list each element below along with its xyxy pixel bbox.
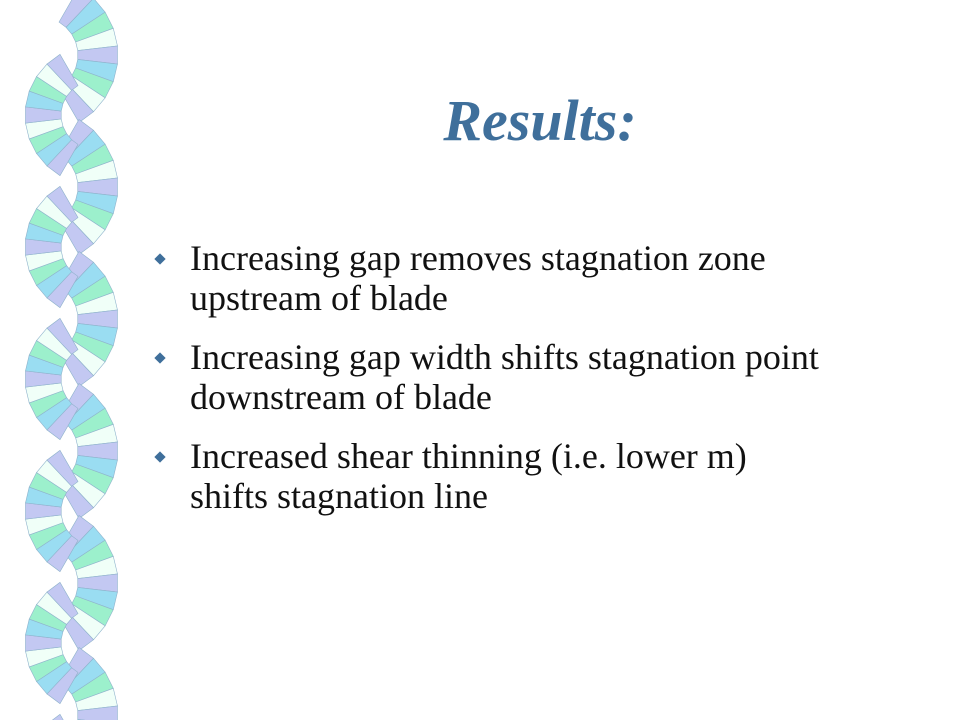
bullet-line: Increased shear thinning (i.e. lower m) — [190, 436, 747, 476]
bullet-line: upstream of blade — [190, 278, 448, 318]
bullet-item — [152, 436, 952, 516]
slide-title: Results: — [443, 88, 637, 153]
bullet-item — [152, 337, 952, 417]
ribbon-slat — [47, 714, 78, 720]
bullet-line: downstream of blade — [190, 377, 492, 417]
spiral-ribbon-border — [0, 0, 140, 720]
bullet-line: Increasing gap width shifts stagnation point — [190, 337, 819, 377]
diamond-bullet-icon — [154, 253, 165, 264]
diamond-bullet-icon — [154, 352, 165, 363]
bullet-line: Increasing gap removes stagnation zone — [190, 238, 766, 278]
diamond-bullet-icon — [154, 451, 165, 462]
bullet-item — [152, 238, 952, 318]
bullet-line: shifts stagnation line — [190, 476, 488, 516]
bullet-list — [152, 238, 952, 535]
